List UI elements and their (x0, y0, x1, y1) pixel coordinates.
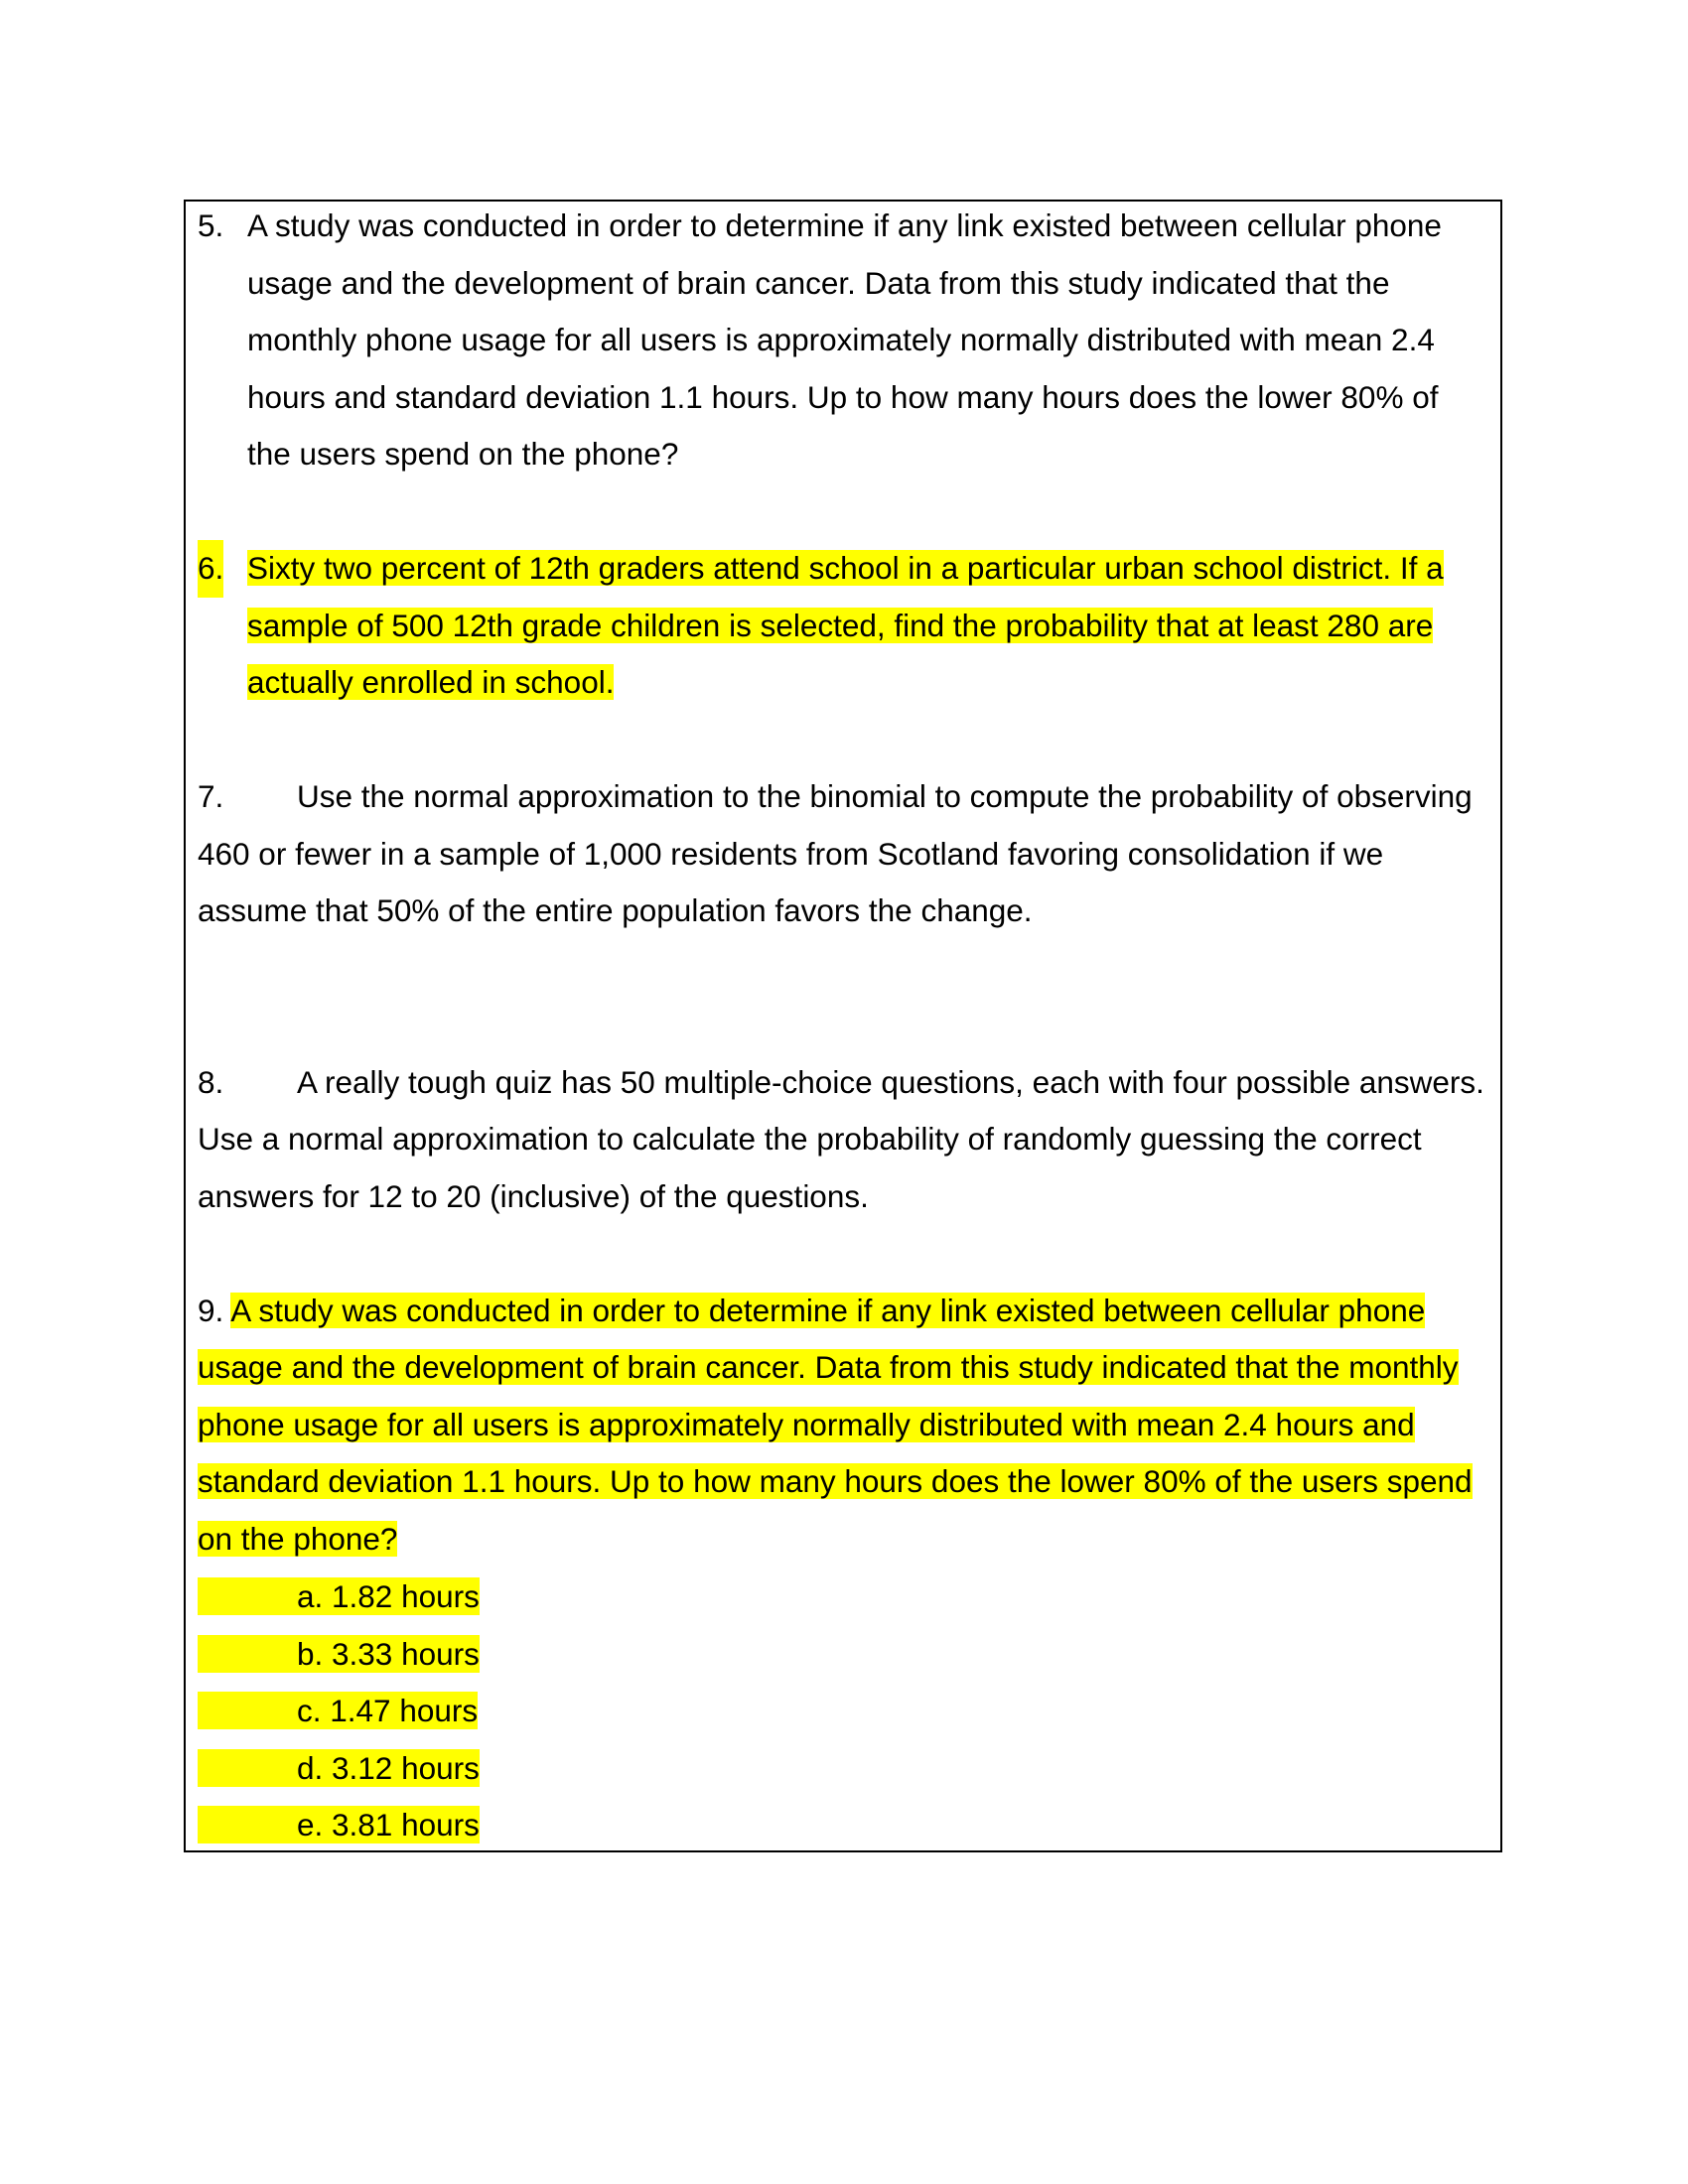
choice-c: c. 1.47 hours (198, 1692, 478, 1729)
question-6-number: 6. (198, 540, 223, 598)
choice-d: d. 3.12 hours (198, 1749, 480, 1787)
choice-a: a. 1.82 hours (198, 1577, 480, 1615)
question-9-choices (198, 1568, 1488, 1853)
question-8 (198, 1054, 1488, 1226)
question-7 (198, 768, 1488, 940)
question-8-text: A really tough quiz has 50 multiple-choice questions, each with four possible answers. Use a normal approximation to calculate the probability of randomly guessing the correct answers for 12 to 20 (inclusive) of the questions. (198, 1063, 1484, 1214)
question-5-text: A study was conducted in order to determine if any link existed between cellular phone usage and the development of brain cancer. Data from this study indicated that the monthly phone usage for all users is approximately normally distributed with mean 2.4 hours and standard deviation 1.1 hours. Up to how many hours does the lower 80% of the users spend on the phone? (247, 207, 1442, 472)
question-5-number: 5. (198, 207, 224, 243)
choice-b: b. 3.33 hours (198, 1635, 480, 1673)
question-5 (198, 198, 1488, 483)
question-7-number: 7. (198, 778, 224, 814)
choice-e: e. 3.81 hours (198, 1806, 480, 1843)
question-6-text: Sixty two percent of 12th graders attend school in a particular urban school district. If a sample of 500 12th grade children is selected, find the probability that at least 280 are actually enrolled in school. (247, 550, 1444, 700)
question-9-number: 9. (198, 1292, 224, 1328)
question-8-number: 8. (198, 1063, 224, 1100)
question-9 (198, 1283, 1488, 1569)
question-9-text: A study was conducted in order to determine if any link existed between cellular phone usage and the development of brain cancer. Data from this study indicated that the monthly phone usage for all users is approximately normally distributed with mean 2.4 hours and standard deviation 1.1 hours. Up to how many hours does the lower 80% of the users spend on the phone? (198, 1292, 1473, 1557)
question-content (198, 198, 1488, 1853)
question-7-text: Use the normal approximation to the binomial to compute the probability of observing 460 or fewer in a sample of 1,000 residents from Scotland favoring consolidation if we assume that 50% of the entire population favors the change. (198, 778, 1473, 928)
question-6 (198, 540, 1488, 712)
